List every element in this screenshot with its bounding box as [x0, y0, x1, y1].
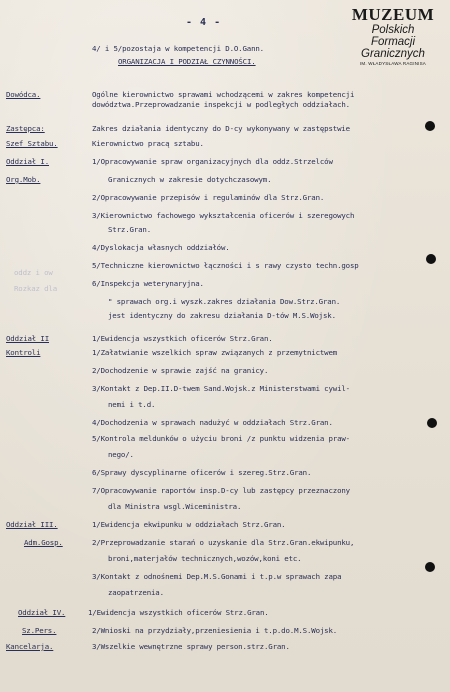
- row-text: 1/Ewidencja wszystkich oficerów Strz.Gran.: [92, 334, 273, 343]
- row-label: Kontroli: [6, 348, 41, 357]
- page-number: - 4 -: [186, 17, 222, 28]
- row-label: Oddział III.: [6, 520, 58, 529]
- row-text: Granicznych w zakresie dotychczasowym.: [108, 175, 272, 184]
- logo-line-3: Formacji: [370, 36, 416, 48]
- logo-line-1: MUZEUM: [351, 5, 435, 24]
- logo-line-4: Granicznych: [361, 48, 425, 60]
- row-label: Szef Sztabu.: [6, 139, 58, 148]
- section-subheading: ORGANIZACJA I PODZIAŁ CZYNNOŚCI.: [118, 57, 256, 66]
- row-text: Kierownictwo pracą sztabu.: [92, 139, 204, 148]
- row-label: Kancelarja.: [6, 642, 54, 651]
- row-label: Adm.Gosp.: [24, 538, 63, 547]
- faint-mark: oddz i ow: [14, 268, 53, 277]
- row-text: 3/Kierownictwo fachowego wykształcenia oficerów i szeregowych: [92, 211, 355, 220]
- row-text: dowództwa.Przeprowadzanie inspekcji w podległych oddziałach.: [92, 100, 350, 109]
- section-heading: 4/ i 5/pozostaja w kompetencji D.O.Gann.: [92, 44, 264, 53]
- row-text: zaopatrzenia.: [108, 588, 164, 597]
- row-text: 5/Techniczne kierownictwo łączności i s rawy czysto techn.gosp: [92, 261, 359, 270]
- row-text: nemi i t.d.: [108, 400, 156, 409]
- row-text: nego/.: [108, 450, 134, 459]
- row-text: 3/Kontakt z odnośnemi Dep.M.S.Gonami i t.p.w sprawach zapa: [92, 572, 342, 581]
- binder-hole: [425, 562, 435, 572]
- row-label: Oddział II: [6, 334, 49, 343]
- row-label: Zastępca:: [6, 124, 45, 133]
- row-text: 4/Dochodzenia w sprawach nadużyć w oddziałach Strz.Gran.: [92, 418, 333, 427]
- row-text: 4/Dyslokacja własnych oddziałów.: [92, 243, 230, 252]
- row-label: Org.Mob.: [6, 175, 41, 184]
- row-text: Strz.Gran.: [108, 225, 151, 234]
- row-label: Sz.Pers.: [22, 626, 57, 635]
- logo-line-5: IM. WŁADYSŁAWA RAGINISA: [359, 61, 427, 66]
- row-text: 2/Dochodzenie w sprawie zajść na granicy.: [92, 366, 269, 375]
- logo-line-2: Polskich: [371, 24, 415, 36]
- row-label: Dowódca.: [6, 90, 41, 99]
- row-text: broni,materjałów technicznych,wozów,koni etc.: [108, 554, 302, 563]
- binder-hole: [425, 121, 435, 131]
- faint-mark: Rozkaz dla: [14, 284, 57, 293]
- binder-hole: [426, 254, 436, 264]
- row-text: 3/Kontakt z Dep.II.D-twem Sand.Wojsk.z Ministerstwami cywil-: [92, 384, 350, 393]
- row-text: 1/Opracowywanie spraw organizacyjnych dla oddz.Strzelców: [92, 157, 333, 166]
- row-text: 3/Wszelkie wewnętrzne sprawy person.strz.Gran.: [92, 642, 290, 651]
- row-text: 2/Opracowywanie przepisów i regulaminów dla Strz.Gran.: [92, 193, 325, 202]
- row-text: " sprawach org.i wyszk.zakres działania Dow.Strz.Gran.: [108, 297, 341, 306]
- museum-logo: [338, 6, 448, 76]
- row-text: 2/Wnioski na przydziały,przeniesienia i t.p.do.M.S.Wojsk.: [92, 626, 338, 635]
- row-text: Ogólne kierownictwo sprawami wchodzącemi w zakres kompetencji: [92, 90, 355, 99]
- row-text: 5/Kontrola meldunków o użyciu broni /z punktu widzenia praw-: [92, 434, 350, 443]
- row-text: Zakres działania identyczny do D-cy wykonywany w zastępstwie: [92, 124, 350, 133]
- row-text: dla Ministra wsgl.Wiceministra.: [108, 502, 242, 511]
- row-text: jest identyczny do zakresu działania D-tów M.S.Wojsk.: [108, 311, 336, 320]
- row-label: Oddział IV.: [18, 608, 66, 617]
- row-text: 2/Przeprowadzanie starań o uzyskanie dla Strz.Gran.ekwipunku,: [92, 538, 355, 547]
- row-text: 6/Inspekcja weterynaryjna.: [92, 279, 204, 288]
- row-text: 7/Opracowywanie raportów insp.D-cy lub zastępcy przeznaczony: [92, 486, 350, 495]
- row-text: 1/Załatwianie wszelkich spraw związanych z przemytnictwem: [92, 348, 338, 357]
- binder-hole: [427, 418, 437, 428]
- row-text: 1/Ewidencja ekwipunku w oddziałach Strz.Gran.: [92, 520, 286, 529]
- row-text: 1/Ewidencja wszystkich oficerów Strz.Gran.: [88, 608, 269, 617]
- row-text: 6/Sprawy dyscyplinarne oficerów i szereg.Strz.Gran.: [92, 468, 312, 477]
- row-label: Oddział I.: [6, 157, 49, 166]
